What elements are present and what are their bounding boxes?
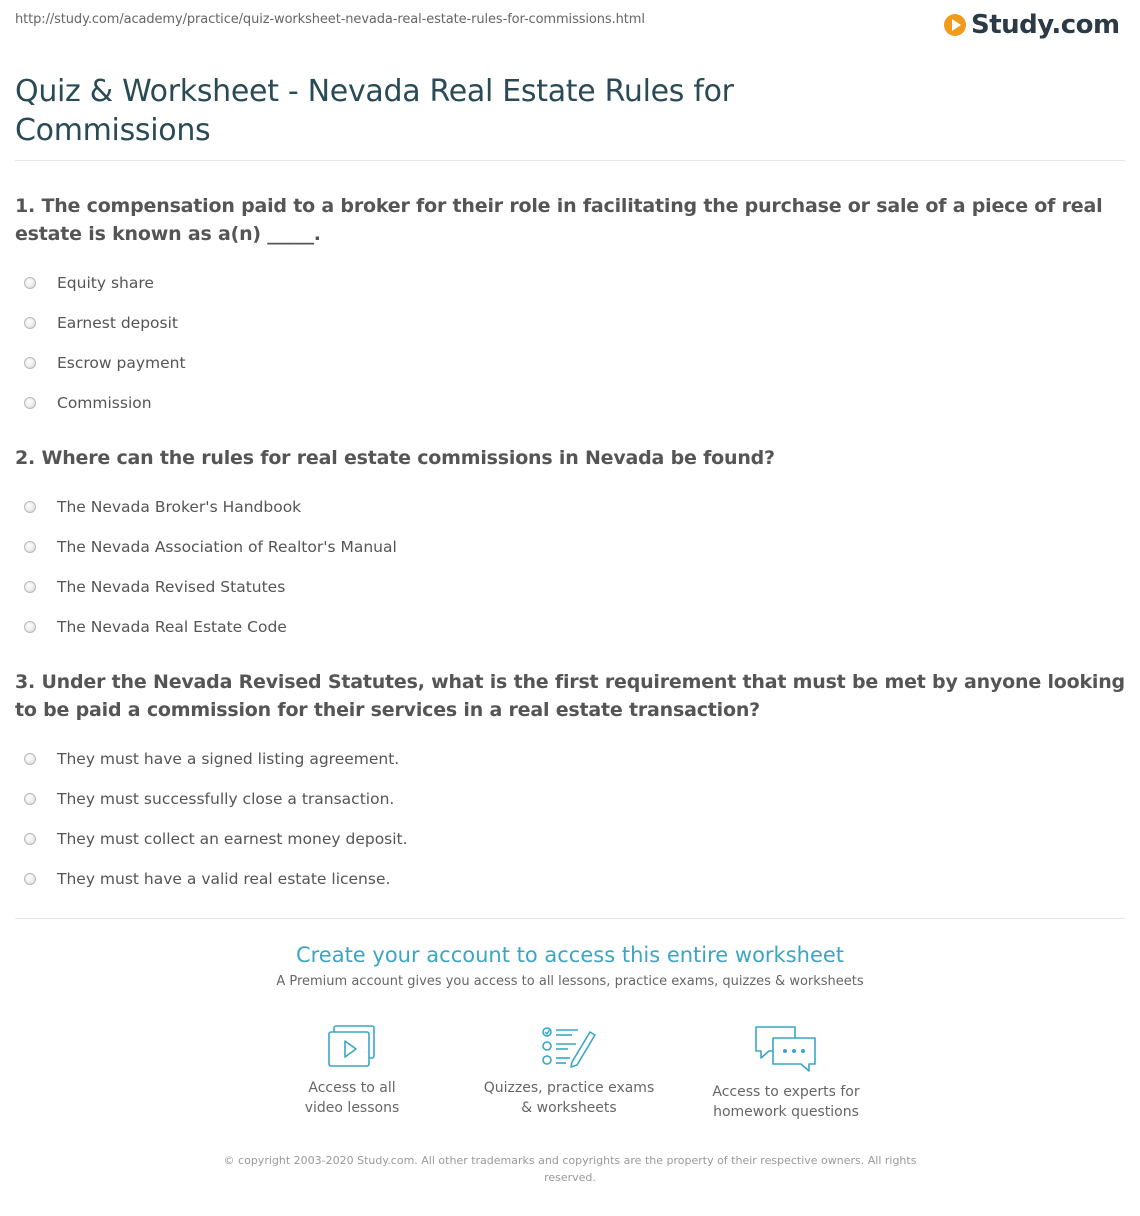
radio-button[interactable] bbox=[24, 873, 36, 885]
answer-option[interactable] bbox=[15, 527, 1125, 567]
answer-label: They must successfully close a transaction. bbox=[57, 790, 395, 808]
feature-label-line1: Access to all bbox=[308, 1080, 396, 1096]
play-logo-icon bbox=[944, 14, 966, 36]
feature-video-lessons bbox=[252, 1024, 452, 1118]
page-title: Quiz & Worksheet - Nevada Real Estate Rules for Commissions bbox=[15, 74, 734, 148]
answer-option[interactable] bbox=[15, 739, 1125, 779]
answer-label: They must have a valid real estate license. bbox=[57, 870, 391, 888]
answer-option[interactable] bbox=[15, 607, 1125, 647]
radio-button[interactable] bbox=[24, 541, 36, 553]
radio-button[interactable] bbox=[24, 581, 36, 593]
radio-button[interactable] bbox=[24, 317, 36, 329]
signup-cta bbox=[0, 942, 1140, 989]
feature-label-line2: & worksheets bbox=[521, 1100, 617, 1116]
logo-text: Study.com bbox=[971, 10, 1120, 40]
answer-label: Equity share bbox=[57, 274, 154, 292]
feature-label-line2: video lessons bbox=[304, 1100, 400, 1116]
radio-button[interactable] bbox=[24, 621, 36, 633]
question-text: 1. The compensation paid to a broker for their role in facilitating the purchase or sale of a piece of real estate is known as a(n) _____. bbox=[15, 195, 1103, 245]
feature-label-line1: Access to experts for bbox=[712, 1084, 860, 1100]
question-2 bbox=[15, 444, 1125, 647]
answer-option[interactable] bbox=[15, 383, 1125, 423]
question-1 bbox=[15, 192, 1125, 423]
radio-button[interactable] bbox=[24, 501, 36, 513]
study-logo[interactable] bbox=[944, 8, 1120, 42]
answer-option[interactable] bbox=[15, 779, 1125, 819]
feature-label-line2: homework questions bbox=[713, 1104, 859, 1120]
copyright-notice: © copyright 2003-2020 Study.com. All other trademarks and copyrights are the property of their respective owners. All rights reserved. bbox=[223, 1154, 917, 1184]
answer-label: Escrow payment bbox=[57, 354, 186, 372]
answer-label: They must have a signed listing agreement. bbox=[57, 750, 400, 768]
answer-options bbox=[15, 263, 1125, 423]
answer-option[interactable] bbox=[15, 567, 1125, 607]
radio-button[interactable] bbox=[24, 397, 36, 409]
answer-option[interactable] bbox=[15, 859, 1125, 899]
cta-title-link[interactable]: Create your account to access this entire worksheet bbox=[295, 943, 845, 967]
cta-subtitle: A Premium account gives you access to all lessons, practice exams, quizzes & worksheets bbox=[276, 974, 864, 989]
answer-option[interactable] bbox=[15, 487, 1125, 527]
answer-label: Earnest deposit bbox=[57, 314, 178, 332]
premium-features bbox=[0, 1024, 1140, 1134]
chat-bubbles-icon bbox=[753, 1024, 819, 1074]
answer-option[interactable] bbox=[15, 343, 1125, 383]
video-lessons-icon bbox=[326, 1024, 378, 1070]
answer-label: The Nevada Real Estate Code bbox=[57, 618, 287, 636]
cta-divider bbox=[15, 918, 1125, 919]
question-text: 2. Where can the rules for real estate commissions in Nevada be found? bbox=[15, 447, 775, 469]
answer-label: They must collect an earnest money deposit. bbox=[57, 830, 408, 848]
feature-experts bbox=[686, 1024, 886, 1122]
radio-button[interactable] bbox=[24, 277, 36, 289]
question-text: 3. Under the Nevada Revised Statutes, what is the first requirement that must be met by anyone looking to be paid a commission for their services in a real estate transaction? bbox=[15, 671, 1125, 721]
answer-options bbox=[15, 487, 1125, 647]
answer-option[interactable] bbox=[15, 819, 1125, 859]
answer-option[interactable] bbox=[15, 263, 1125, 303]
page-url: http://study.com/academy/practice/quiz-worksheet-nevada-real-estate-rules-for-commissions.html bbox=[15, 12, 645, 27]
radio-button[interactable] bbox=[24, 833, 36, 845]
radio-button[interactable] bbox=[24, 753, 36, 765]
answer-label: Commission bbox=[57, 394, 152, 412]
radio-button[interactable] bbox=[24, 357, 36, 369]
answer-label: The Nevada Revised Statutes bbox=[57, 578, 286, 596]
feature-quizzes bbox=[469, 1024, 669, 1118]
answer-label: The Nevada Broker's Handbook bbox=[57, 498, 302, 516]
answer-label: The Nevada Association of Realtor's Manual bbox=[57, 538, 397, 556]
answer-options bbox=[15, 739, 1125, 899]
title-divider bbox=[15, 160, 1125, 161]
feature-label-line1: Quizzes, practice exams bbox=[483, 1080, 655, 1096]
quiz-checklist-icon bbox=[540, 1024, 598, 1070]
answer-option[interactable] bbox=[15, 303, 1125, 343]
radio-button[interactable] bbox=[24, 793, 36, 805]
question-3 bbox=[15, 668, 1125, 899]
